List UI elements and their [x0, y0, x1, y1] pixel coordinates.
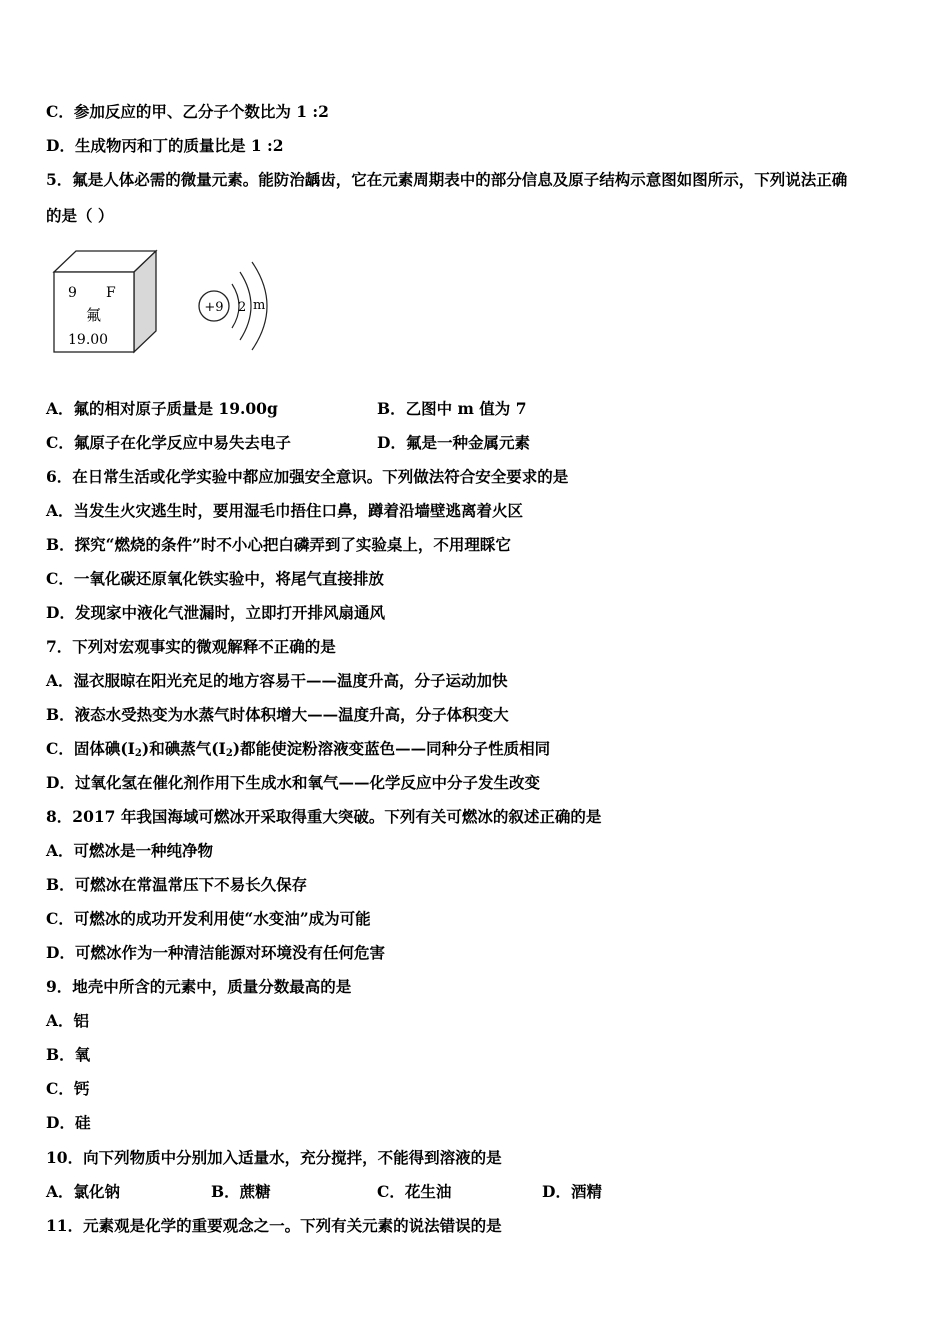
q5-option-b: B．乙图中 m 值为 7: [377, 399, 527, 418]
q8-option-a: A．可燃冰是一种纯净物: [46, 841, 214, 860]
q10-option-a: A．氯化钠: [46, 1182, 121, 1201]
q7-stem: 7．下列对宏观事实的微观解释不正确的是: [46, 637, 336, 656]
q5-option-c: C．氟原子在化学反应中易失去电子: [46, 433, 291, 452]
atomic-number: 9: [68, 285, 77, 301]
q6-option-b: B．探究“燃烧的条件”时不小心把白磷弄到了实验桌上，不用理睬它: [46, 535, 511, 554]
q9-option-c: C．钙: [46, 1079, 90, 1098]
q5-figure: [46, 248, 286, 360]
q5-stem-line2: 的是（ ）: [46, 206, 114, 225]
periodic-table-cell: [54, 251, 156, 352]
q4-option-d: D．生成物丙和丁的质量比是 1 :2: [46, 136, 284, 155]
q5-option-a: A．氟的相对原子质量是 19.00g: [46, 399, 278, 418]
q10-stem: 10．向下列物质中分别加入适量水，充分搅拌，不能得到溶液的是: [46, 1148, 502, 1167]
q8-option-b: B．可燃冰在常温常压下不易长久保存: [46, 875, 308, 894]
q7-option-a: A．湿衣服晾在阳光充足的地方容易干——温度升高，分子运动加快: [46, 671, 508, 690]
q10-option-b: B．蔗糖: [211, 1182, 271, 1201]
q6-option-c: C．一氧化碳还原氧化铁实验中，将尾气直接排放: [46, 569, 384, 588]
subscript: 2: [134, 748, 142, 759]
q10-option-c: C．花生油: [377, 1182, 452, 1201]
q9-option-d: D．硅: [46, 1113, 91, 1132]
element-figure-svg: [46, 248, 286, 360]
q8-stem: 8．2017 年我国海域可燃冰开采取得重大突破。下列有关可燃冰的叙述正确的是: [46, 807, 602, 826]
q10-option-d: D．酒精: [542, 1182, 602, 1201]
q11-stem: 11．元素观是化学的重要观念之一。下列有关元素的说法错误的是: [46, 1216, 502, 1235]
q7-option-c-part: C．固体碘(I: [46, 739, 135, 758]
q6-option-d: D．发现家中液化气泄漏时，立即打开排风扇通风: [46, 603, 385, 622]
q7-option-d: D．过氧化氢在催化剂作用下生成水和氧气——化学反应中分子发生改变: [46, 773, 540, 792]
shell2-electrons: m: [253, 298, 266, 313]
q6-stem: 6．在日常生活或化学实验中都应加强安全意识。下列做法符合安全要求的是: [46, 467, 569, 486]
q4-option-c: C．参加反应的甲、乙分子个数比为 1 :2: [46, 102, 329, 121]
q9-option-b: B．氧: [46, 1045, 91, 1064]
atomic-structure-diagram: [199, 262, 267, 350]
q5-stem-line1: 5．氟是人体必需的微量元素。能防治龋齿，它在元素周期表中的部分信息及原子结构示意图如图所示，下列说法正确: [46, 170, 848, 189]
nucleus-charge: +9: [204, 300, 224, 315]
q9-stem: 9．地壳中所含的元素中，质量分数最高的是: [46, 977, 352, 996]
shell1-electrons: 2: [238, 300, 247, 315]
q7-option-b: B．液态水受热变为水蒸气时体积增大——温度升高，分子体积变大: [46, 705, 509, 724]
q8-option-d: D．可燃冰作为一种清洁能源对环境没有任何危害: [46, 943, 385, 962]
element-name: 氟: [86, 306, 102, 324]
q9-option-a: A．铝: [46, 1011, 90, 1030]
q8-option-c: C．可燃冰的成功开发利用使“水变油”成为可能: [46, 909, 371, 928]
q7-option-c-part: )都能使淀粉溶液变蓝色——同种分子性质相同: [232, 739, 551, 758]
atomic-mass: 19.00: [68, 332, 109, 348]
element-symbol: F: [106, 285, 116, 301]
subscript: 2: [225, 748, 233, 759]
q7-option-c: [46, 739, 550, 764]
q7-option-c-part: )和碘蒸气(I: [141, 739, 226, 758]
q6-option-a: A．当发生火灾逃生时，要用湿毛巾捂住口鼻，蹲着沿墙壁逃离着火区: [46, 501, 524, 520]
q5-option-d: D．氟是一种金属元素: [377, 433, 530, 452]
